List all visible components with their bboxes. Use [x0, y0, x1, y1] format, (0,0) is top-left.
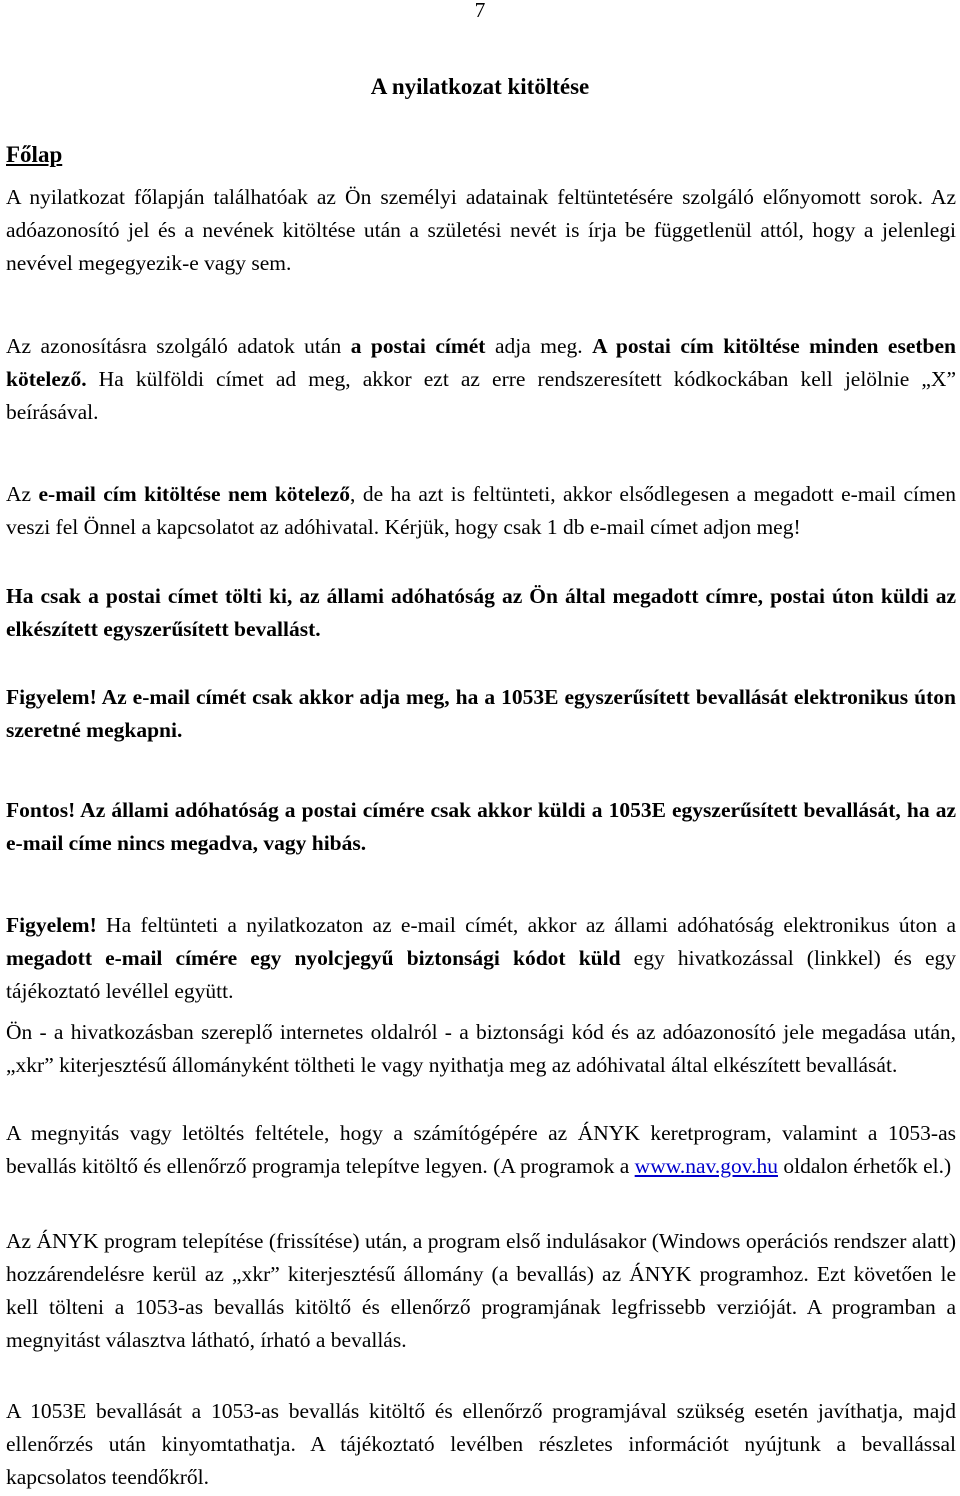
p6-bold: Fontos! Az állami adóhatóság a postai címére csak akkor küldi a 1053E egyszerűsített bevallását, ha az e-mail címe nincs megadva, vagy hibás.: [6, 798, 956, 855]
p2-text-2: adja meg.: [485, 334, 593, 358]
paragraph-11: [6, 1395, 956, 1494]
p2-text-3: Ha külföldi címet ad meg, akkor ezt az erre rendszeresített kódkockában kell jelölnie „X” beírásával.: [6, 367, 956, 424]
paragraph-11-text: A 1053E bevallását a 1053-as bevallás kitöltő és ellenőrző programjával szükség esetén javíthatja, majd ellenőrzés után kinyomtathatja. A tájékoztató levélben részletes információt nyújtunk a bevallással kapcsolatos teendőkről.: [6, 1399, 956, 1489]
page-title: A nyilatkozat kitöltése: [370, 74, 590, 99]
paragraph-8-text: Ön - a hivatkozásban szereplő internetes oldalról - a biztonsági kód és az adóazonosító jele megadása után, „xkr” kiterjesztésű állományként töltheti le vagy nyithatja meg az adóhivatal által elkészített bevallását.: [6, 1020, 956, 1077]
paragraph-1-text: A nyilatkozat főlapján találhatóak az Ön személyi adatainak feltüntetésére szolgáló előnyomott sorok. Az adóazonosító jel és a nevének kitöltése után a születési nevét is írja be függetlenül attól, hogy a jelenlegi nevével megegyezik-e vagy sem.: [6, 185, 956, 275]
paragraph-9: [6, 1117, 956, 1183]
p7-text-2: egy hivatkozással (linkkel) és egy tájékoztató levéllel együtt.: [6, 946, 957, 1003]
p3-text-1: Az: [6, 482, 39, 506]
p7-bold-2: megadott e-mail címére egy nyolcjegyű biztonsági kódot küld: [6, 946, 621, 970]
p5-bold: Figyelem! Az e-mail címét csak akkor adja meg, ha a 1053E egyszerűsített bevallását elektronikus úton szeretné megkapni.: [6, 685, 956, 742]
p7-bold-1: Figyelem!: [6, 913, 97, 937]
paragraph-8: [6, 1016, 956, 1082]
p2-text-1: Az azonosításra szolgáló adatok után: [6, 334, 351, 358]
section-heading: Főlap: [6, 142, 63, 167]
p4-bold: Ha csak a postai címet tölti ki, az állami adóhatóság az Ön által megadott címre, postai úton küldi az elkészített egyszerűsített bevallást.: [6, 584, 956, 641]
paragraph-2: [6, 330, 956, 429]
paragraph-10: [6, 1225, 956, 1357]
paragraph-1: [6, 181, 956, 280]
p9-text-2: oldalon érhetők el.): [777, 1154, 952, 1178]
paragraph-10-text: Az ÁNYK program telepítése (frissítése) után, a program első indulásakor (Windows operációs rendszer alatt) hozzárendelésre kerül az „xkr” kiterjesztésű állomány (a bevallás) az ÁNYK programhoz. Ezt követően le kell tölteni a 1053-as bevallás kitöltő és ellenőrző programjának legfrissebb verzióját. A programban a megnyitást választva látható, írható a bevallás.: [6, 1229, 956, 1352]
p3-text-2: , de ha azt is feltünteti, akkor elsődlegesen a megadott e-mail címen veszi fel Önnel a kapcsolatot az adóhivatal. Kérjük, hogy csak 1 db e-mail címet adjon meg!: [6, 482, 956, 539]
p2-bold-2: A postai cím kitöltése minden esetben kötelező.: [6, 334, 956, 391]
paragraph-3: [6, 478, 956, 544]
paragraph-5: [6, 681, 956, 747]
paragraph-6: [6, 794, 956, 860]
page-number: 7: [474, 0, 486, 22]
paragraph-7: [6, 909, 956, 1008]
paragraph-4: [6, 580, 956, 646]
p9-text-1: A megnyitás vagy letöltés feltétele, hogy a számítógépére az ÁNYK keretprogram, valamint a 1053-as bevallás kitöltő és ellenőrző programja telepítve legyen. (A programok a: [6, 1121, 956, 1178]
p2-bold-1: a postai címét: [350, 334, 486, 358]
p3-bold-1: e-mail cím kitöltése nem kötelező: [38, 482, 351, 506]
p7-text-1: Ha feltünteti a nyilatkozaton az e-mail címét, akkor az állami adóhatóság elektronikus úton a: [96, 913, 956, 937]
nav-website-link[interactable]: www.nav.gov.hu: [634, 1154, 778, 1178]
